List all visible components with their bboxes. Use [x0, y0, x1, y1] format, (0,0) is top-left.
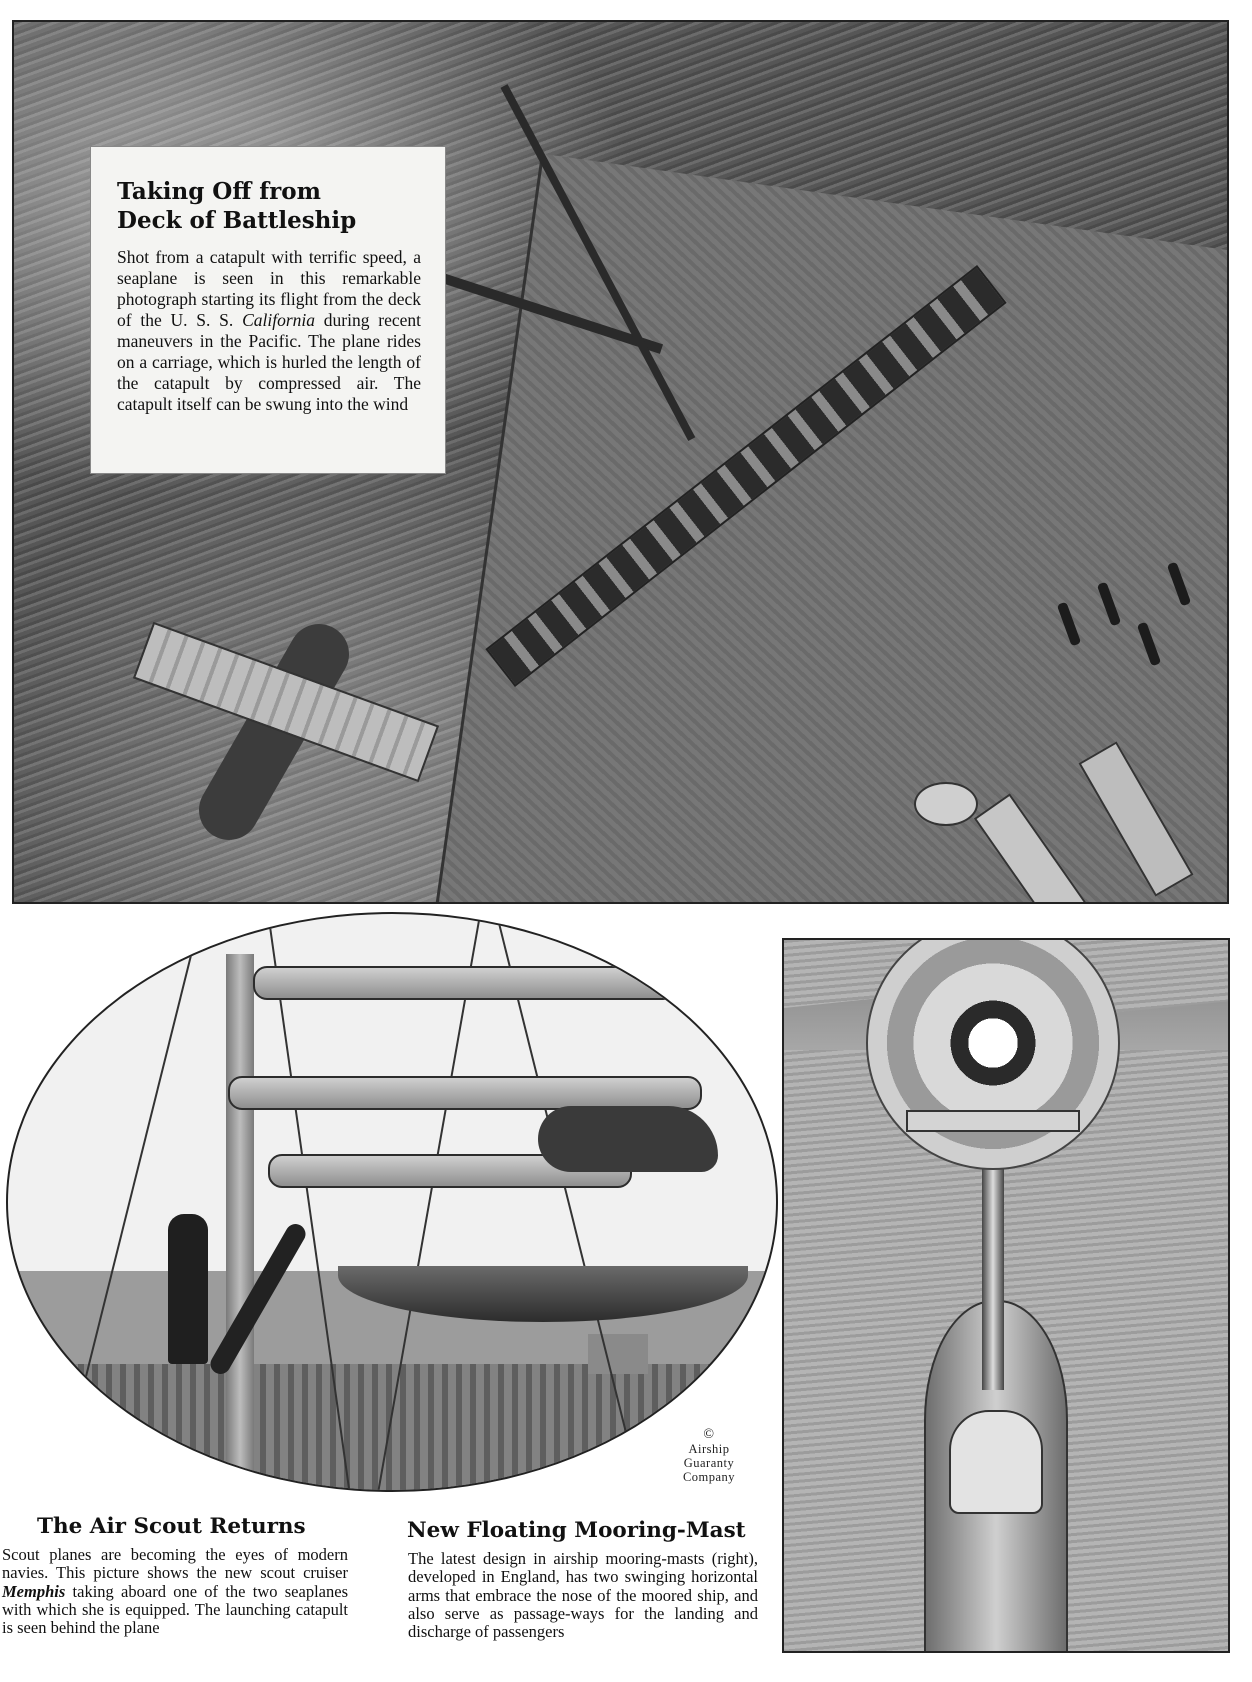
caption-title-line2: Deck of Battleship — [117, 207, 357, 234]
air-scout-oval-photo — [6, 912, 778, 1492]
caption-text-ship-name: California — [242, 310, 316, 330]
caption-title-line1: Taking Off from — [117, 178, 321, 205]
air-scout-ship-name: Memphis — [2, 1581, 66, 1601]
seaplane-upper-wing — [253, 966, 677, 1000]
seaplane-fuselage — [538, 1106, 718, 1172]
background-building — [588, 1334, 648, 1374]
cruiser-deck — [8, 1364, 778, 1492]
air-scout-heading: The Air Scout Returns — [37, 1514, 306, 1539]
mooring-mast-photo — [782, 938, 1230, 1653]
caption-text — [117, 247, 421, 415]
air-scout-text — [2, 1546, 348, 1637]
air-scout-text-part1: Scout planes are becoming the eyes of modern navies. This picture shows the new scout cruiser — [2, 1545, 348, 1583]
sailor-figure — [168, 1214, 208, 1364]
deck-bollard — [914, 782, 978, 826]
credit-line3: Company — [682, 1470, 736, 1484]
mooring-mast-heading: New Floating Mooring-Mast — [407, 1518, 746, 1543]
caption-box-battleship — [90, 146, 446, 474]
seaplane-middle-wing — [228, 1076, 702, 1110]
ship-mast — [226, 954, 254, 1474]
mooring-arms — [906, 1110, 1080, 1132]
mooring-mast-text: The latest design in airship mooring-masts (right), developed in England, has two swinging horizontal arms that embrace the nose of the moored ship, and also serve as passage-ways for the landing and discharge of passengers — [408, 1549, 758, 1642]
air-scout-text-part2: taking aboard one of the two seaplanes with which she is equipped. The launching catapult is seen behind the plane — [2, 1581, 348, 1638]
catapult-boom — [207, 1220, 309, 1377]
copyright-symbol: © — [703, 1427, 715, 1442]
mast-ship-deck — [949, 1410, 1043, 1514]
caption-title — [117, 177, 421, 235]
caption-text-part2: during recent maneuvers in the Pacific. The plane rides on a carriage, which is hurled the length of the catapult by compressed air. The catapult itself can be swung into the wind — [117, 310, 422, 414]
caption-text-part1: Shot from a catapult with terrific speed, a seaplane is seen in this remarkable photograph starting its flight from the deck of the U. S. S. — [117, 247, 421, 330]
seaplane-float — [338, 1266, 748, 1322]
airship-nose — [866, 938, 1120, 1170]
credit-line2: Guaranty — [683, 1456, 735, 1470]
photo-credit — [664, 1428, 754, 1484]
credit-line1: Airship — [688, 1442, 730, 1456]
